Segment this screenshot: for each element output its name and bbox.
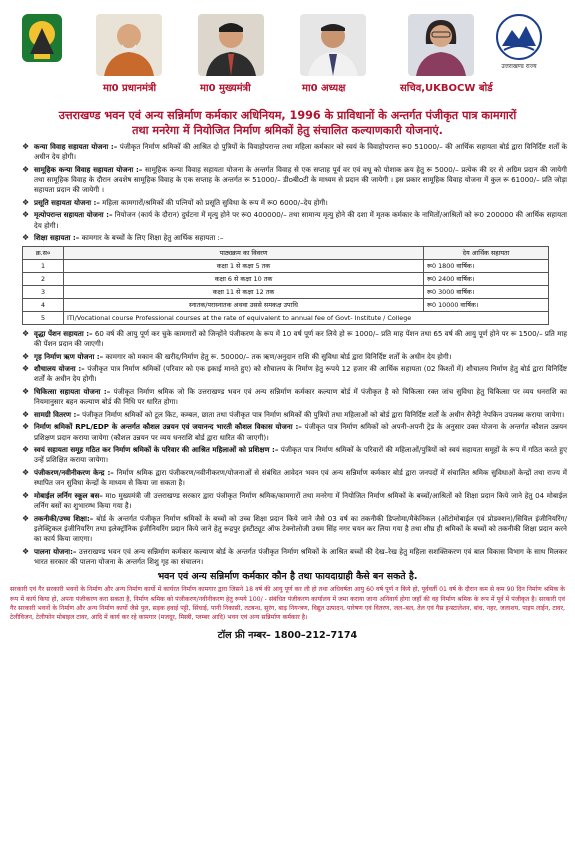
scheme-text: पंजीकृत पात्र निर्माण श्रमिकों के परिवारों की महिलाओं/पुत्रियों को स्वयं सहायता समूहों के रूप में गठित करते हुए उन्हें प्रशिक्षित कराया जायेगा।: [34, 445, 567, 465]
scheme-heading: सामूहिक कन्या विवाह सहायता योजना :–: [34, 164, 143, 174]
scheme-text: नियोजन (कार्य के दौरान) दुर्घटना में मृत्यु होने पर रू0 400000/– तथा सामान्य मृत्यु होने की दशा में मृतक कर्मकार के नामितों/आश्रितों को रू0 200000 की आर्थिक सहायता देय होगी।: [34, 210, 567, 230]
table-cell: 2: [23, 272, 64, 285]
list-item: [22, 445, 567, 465]
table-row: [23, 272, 549, 285]
education-assistance-table: [22, 246, 549, 325]
table-header-row: [23, 246, 549, 259]
caption-chairman: मा0 अध्यक्ष: [302, 83, 346, 94]
scheme-heading: प्रसूति सहायता योजना :–: [34, 197, 100, 207]
scheme-heading: तकनीकी/उच्च शिक्षा:–: [34, 513, 94, 523]
scheme-list: [22, 142, 567, 243]
table-row: [23, 311, 549, 324]
table-header: पाठ्यक्रम का विवरण: [64, 246, 424, 259]
list-item: [22, 547, 567, 567]
scheme-heading: चिकित्सा सहायता योजना :–: [34, 386, 111, 396]
table-cell: कक्षा 6 से कक्षा 10 तक: [64, 272, 424, 285]
closing-heading: भवन एवं अन्य सन्निर्माण कर्मकार कौन है तथा फायदाग्राही कैसे बन सकते है.: [157, 571, 418, 583]
list-item: [22, 410, 567, 420]
list-item: [22, 198, 567, 208]
table-cell: रू0 10000 वार्षिक।: [424, 298, 549, 311]
list-item: [22, 491, 567, 511]
scheme-heading: शौचालय योजना :–: [34, 364, 85, 374]
scheme-heading: पंजीकरण/नवीनीकरण केन्द्र :–: [34, 467, 114, 477]
list-item: [22, 468, 567, 488]
secretary-photo: [408, 14, 474, 76]
list-item: [22, 210, 567, 230]
list-item: [22, 233, 567, 243]
table-cell: कक्षा 11 से कक्षा 12 तक: [64, 285, 424, 298]
table-cell: रू0 3000 वार्षिक।: [424, 285, 549, 298]
table-header: देय आर्थिक सहायता: [424, 246, 549, 259]
scheme-heading: वृद्धा पेंशन सहायता :–: [34, 328, 93, 338]
scheme-heading: पालना योजना:–: [34, 546, 77, 556]
table-cell: रू0 1800 वार्षिक।: [424, 259, 549, 272]
table-row: [23, 298, 549, 311]
table-header: क्र.स०: [23, 246, 64, 259]
table-row: [23, 285, 549, 298]
scheme-heading: सामग्री वितरण :–: [34, 409, 80, 419]
scheme-list-continued: [22, 329, 567, 567]
scheme-text: माo मुख्यमंत्री जी उत्तराखण्ड सरकार द्वारा पंजीकृत निर्माण श्रमिक/कामगारों तथा मनरेगा में नियोजित निर्माण श्रमिकों के बच्चों/आश्रितों को शिक्षा प्रदान किये जाने हेतु 04 मोबाईल लर्निग बसों का शुभारम्भ किया गया है।: [34, 490, 568, 510]
scheme-text: पंजीकृत पात्र निर्माण श्रमिकों को अपनी-अपनी ट्रेड के अनुसार उक्त योजना के अन्तर्गत कौशल उन्नयन प्रशिक्षण प्रदान कराया जायेगा (कौशल उन्नयन पर व्यय धनराशि बोर्ड द्वारा धारित की जाएगी)।: [34, 422, 567, 442]
uttarakhand-emblem-icon: [490, 12, 548, 62]
chairman-photo: [300, 14, 366, 76]
list-item: [22, 422, 567, 442]
scheme-text: पंजीकृत पात्र निर्माण श्रमिकों (परिवार को एक इकाई मानते हुए) को शौचालय के निर्माण हेतु रूपये 12 हजार की आर्थिक सहायता (02 किश्तों में) शौचालय निर्माण हेतु बोर्ड द्वारा विनिर्दिष्ट शर्तों के अधीन देय होगी।: [34, 364, 567, 384]
table-cell: स्नातक/परास्नातक अथवा उससे समकक्ष उपाधि: [64, 298, 424, 311]
table-row: [23, 259, 549, 272]
scheme-text: पंजीकृत निर्माण श्रमिकों की आश्रित दो पुत्रियों के विवाहोपरान्त तथा महिला कर्मकार को स्वयं के विवाहोपरान्त रू0 51000/– की आर्थिक सहायता बोर्ड द्वारा विनिर्दिष्ट शर्तों के अधीन देय होगी।: [34, 142, 567, 162]
scheme-heading: शिक्षा सहायता :–: [34, 233, 80, 243]
scheme-text: सामूहिक कन्या विवाह सहायता योजना के अन्तर्गत विवाह से एक सप्ताह पूर्व वर एवं वधू को पोशाक क्रय हेतु रू 5000/– प्रत्येक की दर से अग्रिम प्रदान की जायेगी तथा सामूहिक विवाह के दौरान अवशेष सामूहिक विवाह के एक सप्ताह के अन्तर्गत रू 51000/– डीoबीoटी के माध्यम से प्रदान की जायेगी । इस प्रकार सामूहिक विवाह योजना में कुल रू 61000/– प्रति जोड़ा सहायता प्रदान की जायेगी ।: [34, 164, 568, 195]
scheme-text: बोर्ड के अन्तर्गत पंजीकृत निर्माण श्रमिकों के बच्चों को उच्च शिक्षा प्रदान किये जाने जैसे 03 वर्ष का तकनीकी डिप्लोमा/मैकेनिकल (ऑटोमोबाईल एवं प्रोडक्शन)/सिविल इंजीनियरिंग/इलेक्ट्रिकल इंजीनियरिंग तथा इलेक्ट्रॉनिक इंजीनियरिंग प्रदान किये जाने हेतु रूद्रपुर इंस्टीट्यूट ऑफ टेक्नोलोजी उधम सिंह नगर चयन कर लिया गया है तथा शीघ्र ही श्रमिकों के बच्चों को तकनीकी शिक्षा प्रदान करने का कार्य किया जाएगा।: [34, 513, 567, 543]
scheme-heading: मृत्योपरान्त सहायता योजना :–: [34, 210, 113, 220]
scheme-text: कामगार को मकान की खरीद/निर्माण हेतु रू. 50000/– तक ऋण/अनुदान राशि की सुविधा बोर्ड द्वारा विनिर्दिष्ट शर्तों के अधीन देय होगी।: [103, 351, 452, 361]
table-cell: 1: [23, 259, 64, 272]
scheme-heading: कन्या विवाह सहायता योजना :–: [34, 142, 118, 151]
chief-minister-photo: [198, 14, 264, 76]
eligibility-note: सरकारी एवं गैर सरकारी भवनों के निर्माण और अन्य निर्माण कार्यो में कार्यरत निर्माण कामगार द्वारा जिसने 18 वर्ष की आयु पूर्ण कर ली हो तथा अधिवर्षता आयु 60 वर्ष पूर्ण न किये हो, पूर्ववर्ती 01 वर्ष के दौरान कम से कम 90 दिन निर्माण श्रमिक के रूप में कार्य किया हो, अपना पंजीकरण करा सकता है, निर्माण श्रमिक को पंजीकरण/नवीनीकरण हेतु रूपये 100/ - संबंधित पंजीकरण कार्यालय में जमा कराया जाना अनिवार्य होगा जहाँ की वह निर्माण श्रमिक के रूप में पूर्व में पंजीकृत है। सरकारी एवं गैर सरकारी भवनों के निर्माण और अन्य निर्माण कार्यो जैसे पुल, सड़क हवाई पट्टी, सिंचाई, पानी निकासी, तटबन्ध, सुरंग, बाढ़ नियन्त्रण, विद्युत उत्पादन, पारेषण एवं वितरण, जल–बल, तेल एवं गैस इन्स्टालेशन, बांध, नहर, जलाशय, पाइप लाईन, टावर, टेलीविजन, टेलीफोन मोबाइल टावर, आदि में कार्य कर रहे कामगार (मजदूर, मिस्त्री, प्लम्बर आदि) भवन एवं अन्य सन्निर्माण कर्मकार है।: [10, 586, 565, 621]
header: [0, 0, 575, 100]
emblem-caption: उत्तराखण्ड राज्य: [501, 63, 537, 70]
toll-free-number: टॉल फ्री नम्बर– 1800–212–7174: [217, 630, 358, 642]
table-cell: कक्षा 1 से कक्षा 5 तक: [64, 259, 424, 272]
table-cell: रू0 2400 वार्षिक।: [424, 272, 549, 285]
caption-prime-minister: मा0 प्रधानमंत्री: [103, 83, 157, 94]
list-item: [22, 514, 567, 545]
list-item: [22, 165, 567, 196]
board-logo-icon: [20, 10, 64, 66]
scheme-heading: गृह निर्माण ऋण योजना :–: [34, 351, 104, 361]
list-item: [22, 329, 567, 349]
scheme-heading: निर्माण श्रमिकों RPL/EDP के अन्तर्गत कौशल उन्नयन एवं जयानन्द भारती कौशल विकास योजना :–: [34, 422, 302, 432]
table-cell: 4: [23, 298, 64, 311]
prime-minister-photo: [96, 14, 162, 76]
scheme-text: कामगार के बच्चों के लिए शिक्षा हेतु आर्थिक सहायता :–: [79, 233, 224, 243]
table-cell: 3: [23, 285, 64, 298]
list-item: [22, 364, 567, 384]
scheme-text: निर्माण श्रमिक द्वारा पंजीकरण/नवीनीकरण/योजनाओं से संबंधित आवेदन भवन एवं अन्य सन्निर्माण कर्मकार बोर्ड द्वारा जनपदों में संचालित श्रमिक सुविधाओं केन्द्रों तथा राज्य में स्थापित जन सुविधा केन्द्रों के माध्यम से किया जा सकता है।: [34, 467, 567, 488]
list-item: [22, 387, 567, 407]
table-cell: ITI/Vocational course Professional courses at the rate of equivalent to annual fee of Govt- Institute / College: [64, 311, 549, 324]
title-line-1: उत्तराखण्ड भवन एवं अन्य सन्निर्माण कर्मकार अधिनियम, 1996 के प्राविधानों के अन्तर्गत पंजीकृत पात्र कामगारों: [58, 109, 517, 122]
page-title: [18, 108, 557, 138]
scheme-text: पंजीकृत निर्माण श्रमिकों को टूल किट, कम्बल, छाता तथा पंजीकृत पात्र निर्माण श्रमिकों की पुत्रियों तथा महिलाओं को बोर्ड द्वारा विनिर्दिष्ट शर्तों के अधीन सैनेट्री नेपकिन उपलब्ध कराया जायेगा।: [79, 409, 565, 419]
caption-secretary: सचिव,UKBOCW बोर्ड: [400, 83, 493, 94]
scheme-text: पंजीकृत निर्माण श्रमिक जो कि उत्तराखण्ड भवन एवं अन्य सन्निर्माण कर्मकार कल्याण बोर्ड में पंजीकृत है को चिकित्सा रक्त जांच सुविधा हेतु चिकित्सा पर व्यय धनराशि का नियमानुसार बहन कल्याण बोर्ड की निधि पर धारित होगा।: [34, 386, 567, 407]
table-cell: 5: [23, 311, 64, 324]
scheme-heading: मोबाईल लर्निग स्कूल बस–: [34, 490, 103, 500]
scheme-text: 60 वर्ष की आयु पूर्ण कर चुके कामगारों को जिन्होंने पंजीकरण के रूप में 10 वर्ष पूर्ण कर लिये हो रू 1000/– प्रति माह पेंशन तथा 65 वर्ष की आयु पूर्ण होने पर रू 1500/– प्रति माह की पेंशन प्रदान की जाएगी।: [34, 328, 567, 348]
scheme-heading: स्वयं सहायता समूह गठित कर निर्माण श्रमिकों के परिवार की आश्रित महिलाओं को प्रशिक्षण :–: [34, 445, 279, 455]
scheme-text: उत्तराखण्ड भवन एवं अन्य सन्निर्माण कर्मकार कल्याण बोर्ड के अन्तर्गत पंजीकृत निर्माण श्रमिकों के आश्रित बच्चों की देख–रेख हेतु महिला सशक्तिकरण एवं बाल विकास विभाग के साथ मिलकर भारत सरकार की पालना योजना के अन्तर्गत शिशु गृह का संचालन।: [34, 546, 567, 566]
scheme-text: महिला कामगारों/श्रमिकों की पत्नियों को प्रसूति सुविधा के रूप में रू0 6000/–देय होगी।: [99, 197, 328, 207]
list-item: [22, 352, 567, 362]
list-item: [22, 142, 567, 162]
caption-chief-minister: मा0 मुख्यमंत्री: [200, 83, 251, 94]
title-line-2: तथा मनरेगा में नियोजित निर्माण श्रमिकों हेतु संचालित कल्याणकारी योजनाएं.: [132, 124, 443, 137]
